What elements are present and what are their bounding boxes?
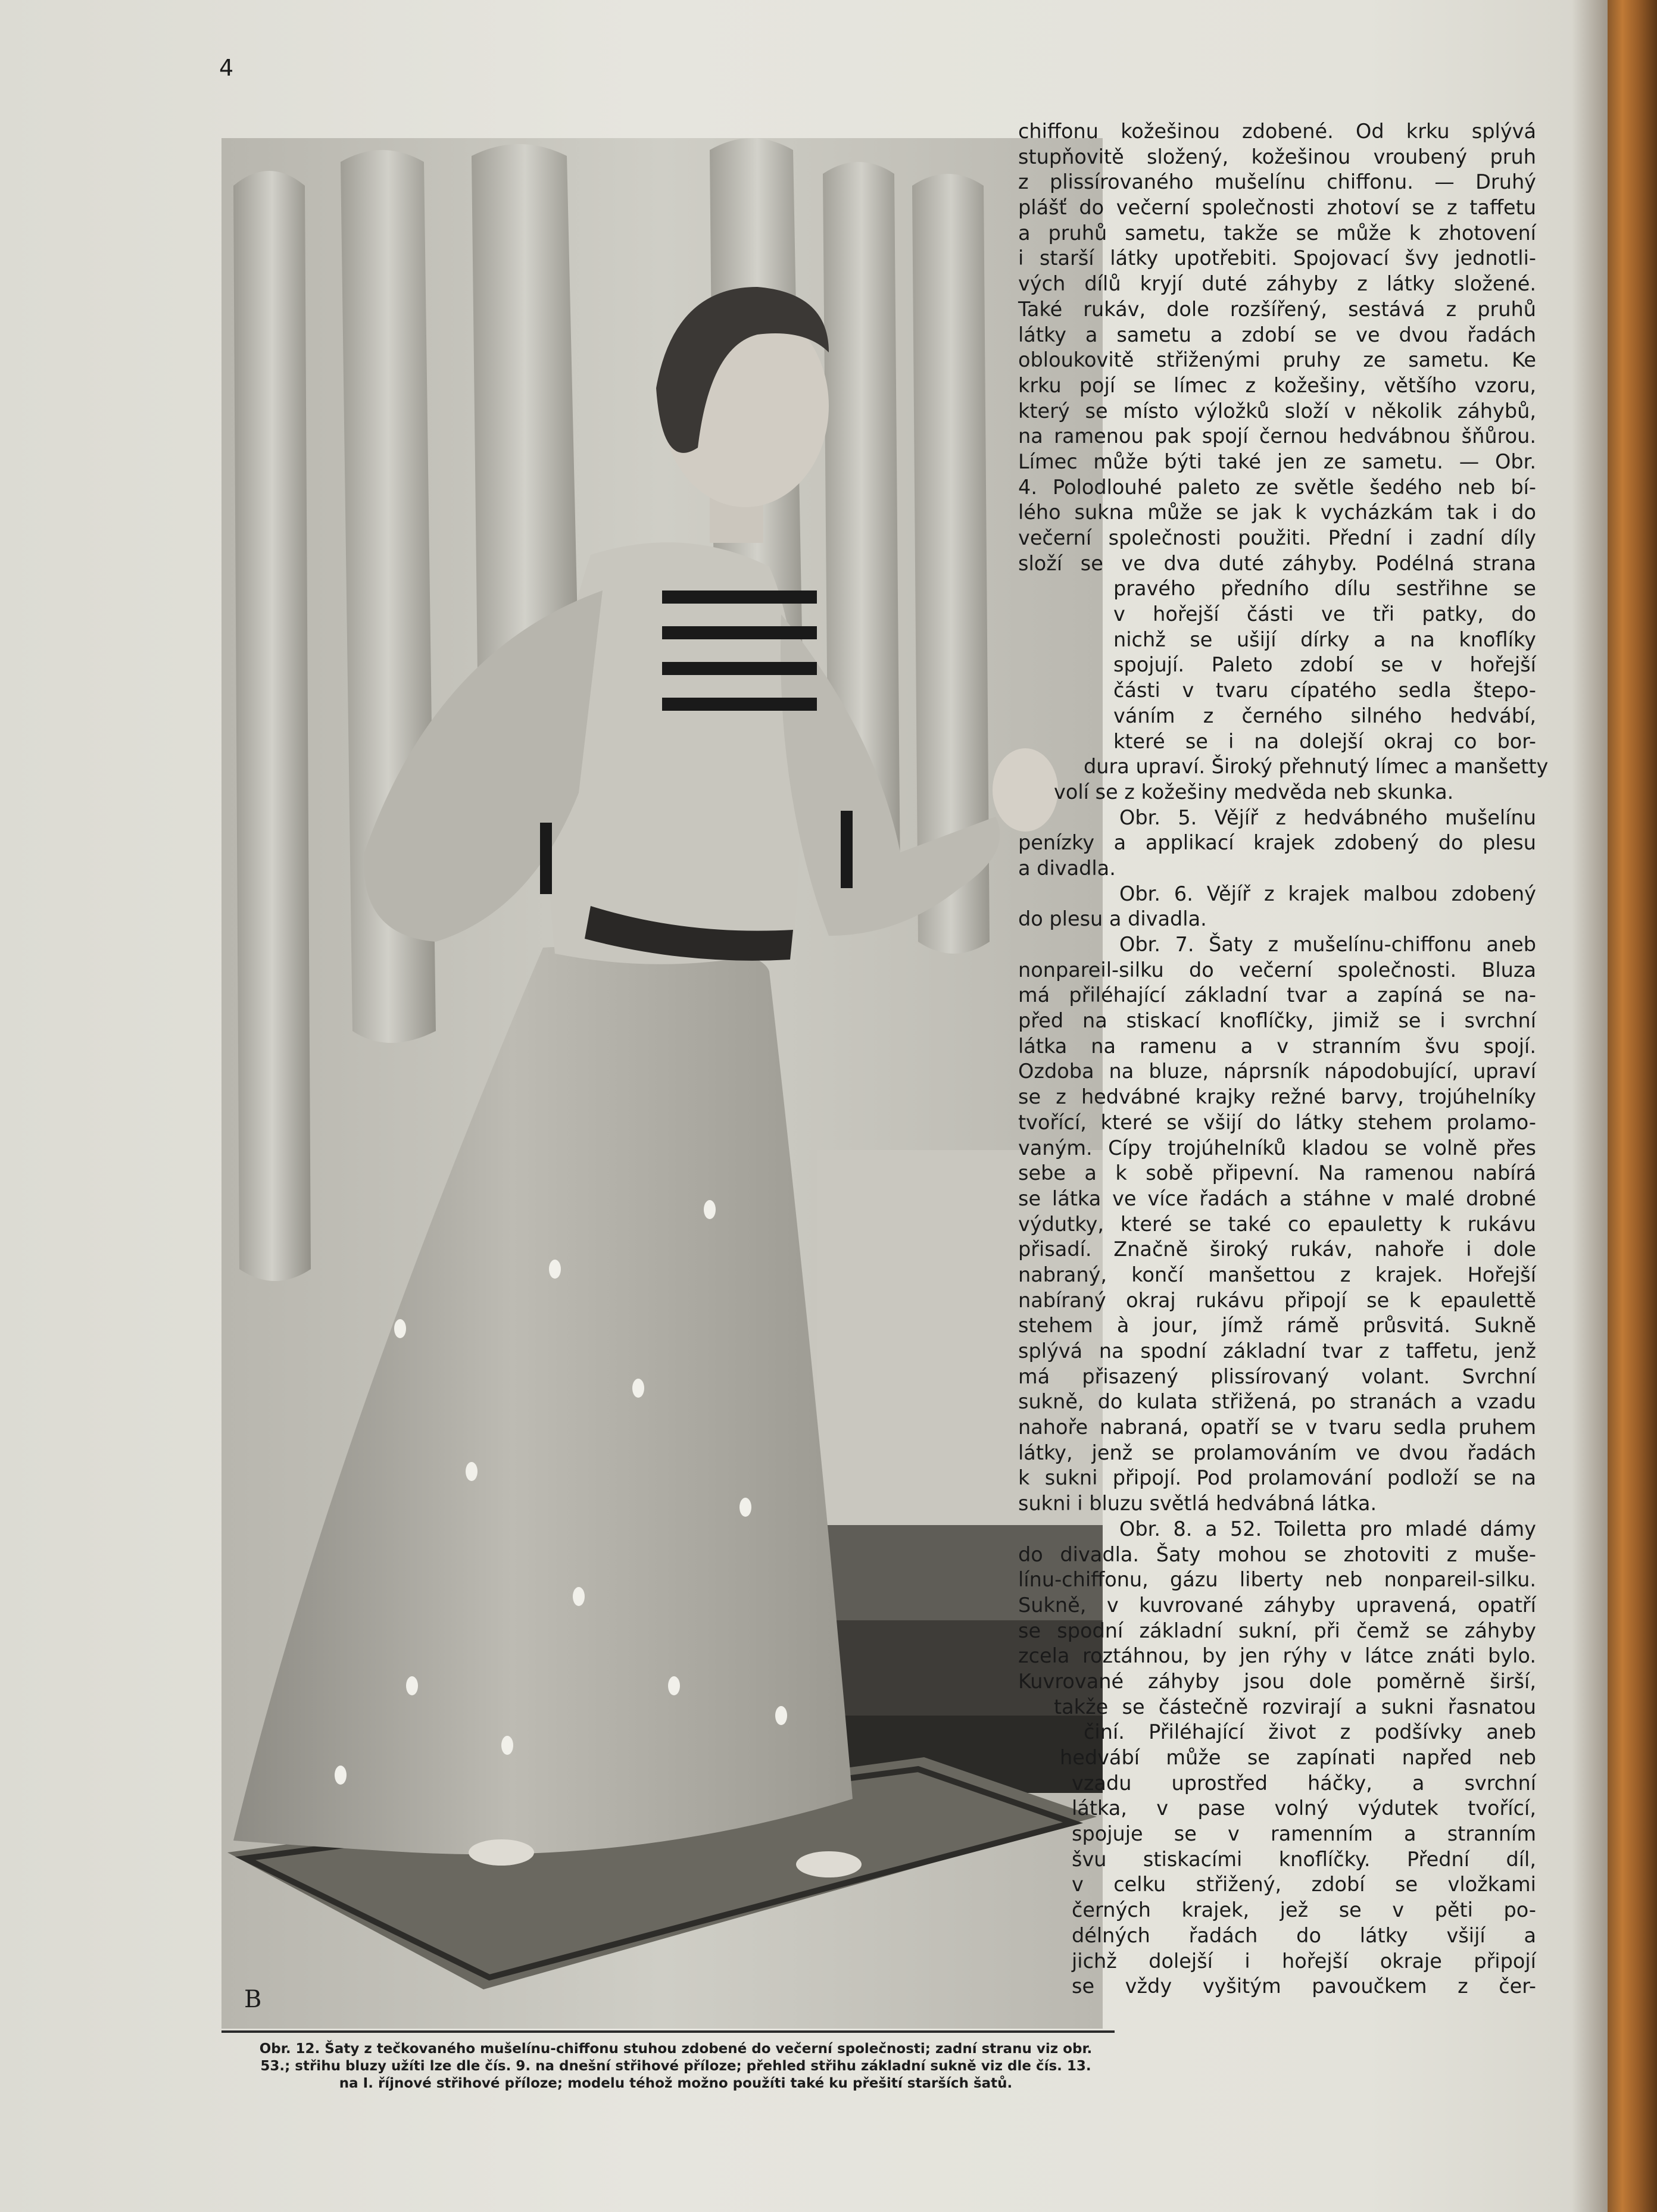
- text-line: které se i na dolejší okraj co bor-: [1113, 729, 1536, 753]
- text-line: zcela roztáhnou, by jen rýhy v látce znáti bylo.: [1018, 1644, 1536, 1668]
- text-line: látka, v pase volný výdutek tvořící,: [1072, 1797, 1536, 1820]
- text-line: sebe a k sobě připevní. Na ramenou nabírá: [1018, 1161, 1536, 1185]
- text-line: Límec může býti také jen ze sametu. — Obr.: [1018, 449, 1536, 473]
- text-line: večerní společnosti použiti. Přední i zadní díly: [1018, 526, 1536, 549]
- text-line: sukně, do kulata střižená, po stranách a vzadu: [1018, 1390, 1536, 1414]
- text-line: do plesu a divadla.: [1018, 907, 1207, 931]
- text-line: spojují. Paleto zdobí se v hořejší: [1113, 653, 1536, 677]
- text-line: Obr. 5. Vějíř z hedvábného mušelínu: [1119, 805, 1536, 829]
- text-line: na ramenou pak spojí černou hedvábnou šňůrou.: [1018, 424, 1536, 448]
- text-line: nahoře nabraná, opatří se v tvaru sedla pruhem: [1018, 1416, 1536, 1439]
- text-line: dura upraví. Široký přehnutý límec a manšetty: [1084, 755, 1549, 779]
- text-line: nabíraný okraj rukávu připojí se k epaulettě: [1018, 1288, 1536, 1312]
- caption-line: 53.; střihu bluzy užíti lze dle čís. 9. na dnešní střihové příloze; přehled střihu základní sukně viz dle čís. 13.: [260, 2058, 1091, 2074]
- text-line: Sukně, v kuvrované záhyby upravená, opatří: [1018, 1593, 1536, 1617]
- text-line: tvořící, které se všijí do látky stehem prolamo-: [1018, 1110, 1536, 1134]
- text-line: se spodní základní sukní, při čemž se záhyby: [1018, 1619, 1536, 1642]
- text-line: volí se z kožešiny medvěda neb skunka.: [1054, 780, 1454, 804]
- text-line: plášť do večerní společnosti zhotoví se z taffetu: [1018, 196, 1536, 220]
- text-line: obloukovitě střiženými pruhy ze sametu. Ke: [1018, 348, 1536, 372]
- text-line: vaným. Cípy trojúhelníků kladou se volně přes: [1018, 1136, 1536, 1160]
- text-line: části v tvaru cípatého sedla štepo-: [1113, 679, 1536, 702]
- text-line: látky, jenž se prolamováním ve dvou řadách: [1018, 1441, 1536, 1464]
- text-line: váním z černého silného hedvábí,: [1113, 704, 1536, 727]
- text-line: Obr. 6. Vějíř z krajek malbou zdobený: [1119, 882, 1536, 905]
- text-line: před na stiskací knoflíčky, jimiž se i svrchní: [1018, 1009, 1536, 1033]
- text-line: látka na ramenu a v stranním švu spojí.: [1018, 1034, 1536, 1058]
- text-line: sukni i bluzu světlá hedvábná látka.: [1018, 1492, 1377, 1516]
- text-line: penízky a applikací krajek zdobený do plesu: [1018, 831, 1536, 855]
- text-line: spojuje se v ramenním a stranním: [1072, 1822, 1536, 1846]
- text-line: Také rukáv, dole rozšířený, sestává z pruhů: [1018, 297, 1536, 321]
- text-line: složí se ve dva duté záhyby. Podélná strana: [1018, 551, 1536, 575]
- text-line: chiffonu kožešinou zdobené. Od krku splývá: [1018, 120, 1536, 143]
- text-line: vzadu uprostřed háčky, a svrchní: [1072, 1771, 1536, 1795]
- text-line: k sukni připojí. Pod prolamování podloží se na: [1018, 1466, 1536, 1490]
- text-line: činí. Přiléhající život z podšívky aneb: [1084, 1720, 1536, 1744]
- text-line: který se místo výložků složí v několik záhybů,: [1018, 399, 1536, 423]
- article-text: [1018, 119, 1549, 1999]
- text-line: švu stiskacími knoflíčky. Přední díl,: [1072, 1847, 1536, 1871]
- text-line: v celku střižený, zdobí se vložkami: [1072, 1873, 1536, 1897]
- text-line: černých krajek, jež se v pěti po-: [1072, 1898, 1536, 1922]
- text-line: se látka ve více řadách a stáhne v malé drobné: [1018, 1186, 1536, 1210]
- text-line: má přisazený plissírovaný volant. Svrchní: [1018, 1364, 1536, 1388]
- text-line: v hořejší části ve tři patky, do: [1113, 602, 1536, 626]
- text-line: nichž se ušijí dírky a na knoflíky: [1113, 627, 1536, 651]
- page-number: 4: [219, 55, 234, 81]
- text-line: látky a sametu a zdobí se ve dvou řadách: [1018, 323, 1536, 346]
- text-line: lého sukna může se jak k vycházkám tak i do: [1018, 501, 1536, 524]
- text-line: 4. Polodlouhé paleto ze světle šedého neb bí-: [1018, 475, 1536, 499]
- text-line: hedvábí může se zapínati napřed neb: [1060, 1746, 1536, 1769]
- text-line: do divadla. Šaty mohou se zhotoviti z muše-: [1018, 1542, 1536, 1566]
- text-line: a pruhů sametu, takže se může k zhotovení: [1018, 221, 1536, 245]
- figure-rule: [221, 2030, 1115, 2033]
- text-line: Obr. 8. a 52. Toiletta pro mladé dámy: [1119, 1517, 1536, 1541]
- text-line: i starší látky upotřebiti. Spojovací švy jednotli-: [1018, 246, 1536, 270]
- text-line: krku pojí se límec z kožešiny, většího vzoru,: [1018, 373, 1536, 397]
- book-binding-edge: [1608, 0, 1657, 2212]
- text-line: stehem à jour, jímž rámě průsvitá. Sukně: [1018, 1314, 1536, 1338]
- text-line: Obr. 7. Šaty z mušelínu-chiffonu aneb: [1119, 933, 1536, 956]
- text-line: jichž dolejší i hořejší okraje připojí: [1072, 1949, 1536, 1973]
- caption-line: na I. říjnové střihové příloze; modelu téhož možno použíti také ku přešití starších šatů.: [339, 2076, 1013, 2091]
- text-line: nabraný, končí manšettou z krajek. Hořejší: [1018, 1263, 1536, 1286]
- text-line: přisadí. Značně široký rukáv, nahoře i dole: [1018, 1238, 1536, 1261]
- text-line: se vždy vyšitým pavoučkem z čer-: [1072, 1974, 1536, 1998]
- binding-shadow: [1572, 0, 1608, 2212]
- text-line: Kuvrované záhyby jsou dole poměrně širší,: [1018, 1669, 1536, 1693]
- text-line: výdutky, které se také co epauletty k rukávu: [1018, 1212, 1536, 1236]
- text-line: a divadla.: [1018, 856, 1116, 880]
- text-line: pravého předního dílu sestřihne se: [1113, 577, 1536, 601]
- text-line: nonpareil-silku do večerní společnosti. Bluza: [1018, 958, 1536, 982]
- text-line: má přiléhající základní tvar a zapíná se na-: [1018, 983, 1536, 1007]
- text-line: stupňovitě složený, kožešinou vroubený pruh: [1018, 145, 1536, 168]
- text-line: takže se částečně rozvirají a sukni řasnatou: [1054, 1695, 1536, 1719]
- figure-caption: [223, 2041, 1128, 2092]
- fashion-illustration: [221, 138, 1103, 2029]
- text-line: délných řadách do látky všijí a: [1072, 1923, 1536, 1947]
- text-line: se z hedvábné krajky režné barvy, trojúhelníky: [1018, 1085, 1536, 1109]
- artist-monogram: B: [244, 1986, 262, 2013]
- text-line: Ozdoba na bluze, náprsník nápodobující, upraví: [1018, 1060, 1536, 1083]
- text-line: línu-chiffonu, gázu liberty neb nonpareil-silku.: [1018, 1568, 1536, 1592]
- caption-line: Obr. 12. Šaty z tečkovaného mušelínu-chiffonu stuhou zdobené do večerní společnosti; zadní stranu viz obr.: [259, 2041, 1093, 2057]
- text-line: splývá na spodní základní tvar z taffetu, jenž: [1018, 1339, 1536, 1363]
- text-line: z plissírovaného mušelínu chiffonu. — Druhý: [1018, 170, 1536, 194]
- text-line: vých dílů kryjí duté záhyby z látky složené.: [1018, 272, 1536, 296]
